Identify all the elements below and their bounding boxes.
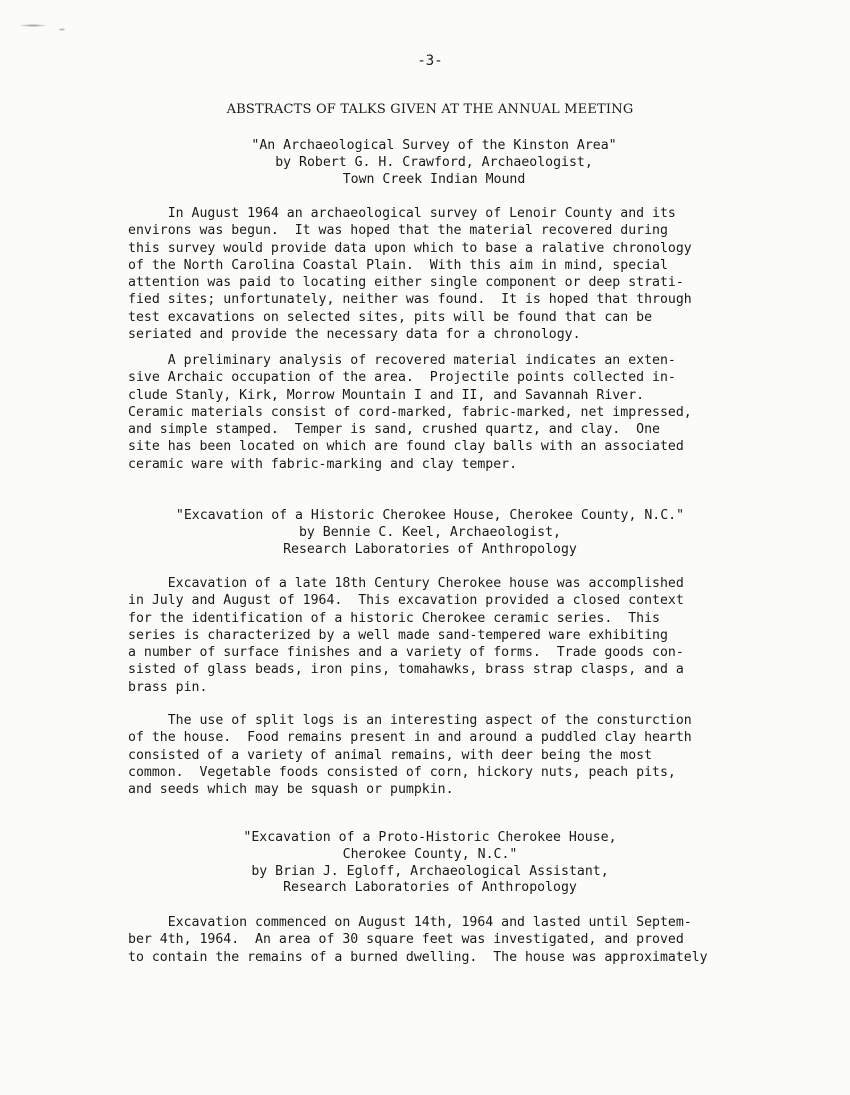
text-line: this survey would provide data upon which to base a ralative chronology xyxy=(128,240,692,256)
text-line: ber 4th, 1964. An area of 30 square feet was investigated, and proved xyxy=(128,932,684,948)
page-number: -3- xyxy=(417,53,443,69)
text-line: environs was begun. It was hoped that the material recovered during xyxy=(128,223,668,239)
abstract-2-paragraph-1 xyxy=(128,575,738,696)
abstract-2-paragraph-2 xyxy=(128,712,738,798)
abstract-3-title xyxy=(0,830,850,897)
scan-smudge xyxy=(18,24,48,27)
text-line: site has been located on which are found clay balls with an associated xyxy=(128,439,684,455)
text-line: ceramic ware with fabric-marking and clay temper. xyxy=(128,456,518,472)
text-line: consisted of a variety of animal remains, with deer being the most xyxy=(128,747,653,763)
text-line: attention was paid to locating either single component or deep strati- xyxy=(128,275,684,291)
abstract-affiliation-line: Research Laboratories of Anthropology xyxy=(283,541,577,557)
text-line: seriated and provide the necessary data for a chronology. xyxy=(128,327,581,343)
abstract-author-line: by Bennie C. Keel, Archaeologist, xyxy=(298,524,561,540)
text-line: test excavations on selected sites, pits will be found that can be xyxy=(128,309,653,325)
text-line: for the identification of a historic Cherokee ceramic series. This xyxy=(128,610,660,626)
text-line: fied sites; unfortunately, neither was found. It is hoped that through xyxy=(128,292,692,308)
text-line: common. Vegetable foods consisted of corn, hickory nuts, peach pits, xyxy=(128,764,676,780)
abstract-1-paragraph-2 xyxy=(128,352,738,473)
text-line: Ceramic materials consist of cord-marked, fabric-marked, net impressed, xyxy=(128,404,692,420)
text-line: A preliminary analysis of recovered material indicates an exten- xyxy=(128,353,676,368)
text-line: of the North Carolina Coastal Plain. With this aim in mind, special xyxy=(128,257,668,273)
abstract-2-title xyxy=(0,508,850,558)
text-line: Excavation of a late 18th Century Cherokee house was accomplished xyxy=(128,576,684,591)
text-line: sive Archaic occupation of the area. Projectile points collected in- xyxy=(128,370,676,386)
abstract-1-paragraph-1 xyxy=(128,205,738,343)
text-line: of the house. Food remains present in and around a puddled clay hearth xyxy=(128,730,692,746)
abstract-1-title xyxy=(0,138,850,188)
text-line: a number of surface finishes and a variety of forms. Trade goods con- xyxy=(128,645,684,661)
text-line: Excavation commenced on August 14th, 1964 and lasted until Septem- xyxy=(128,915,692,930)
text-line: sisted of glass beads, iron pins, tomahawks, brass strap clasps, and a xyxy=(128,662,684,678)
abstract-title-line: "Excavation of a Historic Cherokee House, Cherokee County, N.C." xyxy=(175,508,685,523)
abstract-author-line: by Robert G. H. Crawford, Archaeologist, xyxy=(275,154,593,170)
abstract-title-line: Cherokee County, N.C." xyxy=(342,846,518,862)
abstract-author-line: by Brian J. Egloff, Archaeological Assistant, xyxy=(251,863,609,879)
abstract-title-line: "An Archaeological Survey of the Kinston Area" xyxy=(251,138,617,153)
text-line: and seeds which may be squash or pumpkin. xyxy=(128,782,454,798)
abstract-3-paragraph-1 xyxy=(128,914,738,966)
text-line: brass pin. xyxy=(128,679,208,695)
abstract-title-line: "Excavation of a Proto-Historic Cherokee House, xyxy=(243,830,617,845)
text-line: The use of split logs is an interesting aspect of the consturction xyxy=(128,713,692,728)
abstract-affiliation-line: Town Creek Indian Mound xyxy=(342,171,526,187)
text-line: in July and August of 1964. This excavation provided a closed context xyxy=(128,593,684,609)
text-line: to contain the remains of a burned dwelling. The house was approximately xyxy=(128,949,708,965)
abstract-affiliation-line: Research Laboratories of Anthropology xyxy=(283,880,577,896)
page-heading: ABSTRACTS OF TALKS GIVEN AT THE ANNUAL MEETING xyxy=(226,102,634,117)
text-line: In August 1964 an archaeological survey of Lenoir County and its xyxy=(128,206,676,221)
text-line: and simple stamped. Temper is sand, crushed quartz, and clay. One xyxy=(128,422,660,438)
scan-smudge xyxy=(58,28,66,31)
text-line: series is characterized by a well made sand-tempered ware exhibiting xyxy=(128,627,668,643)
text-line: clude Stanly, Kirk, Morrow Mountain I and II, and Savannah River. xyxy=(128,387,645,403)
